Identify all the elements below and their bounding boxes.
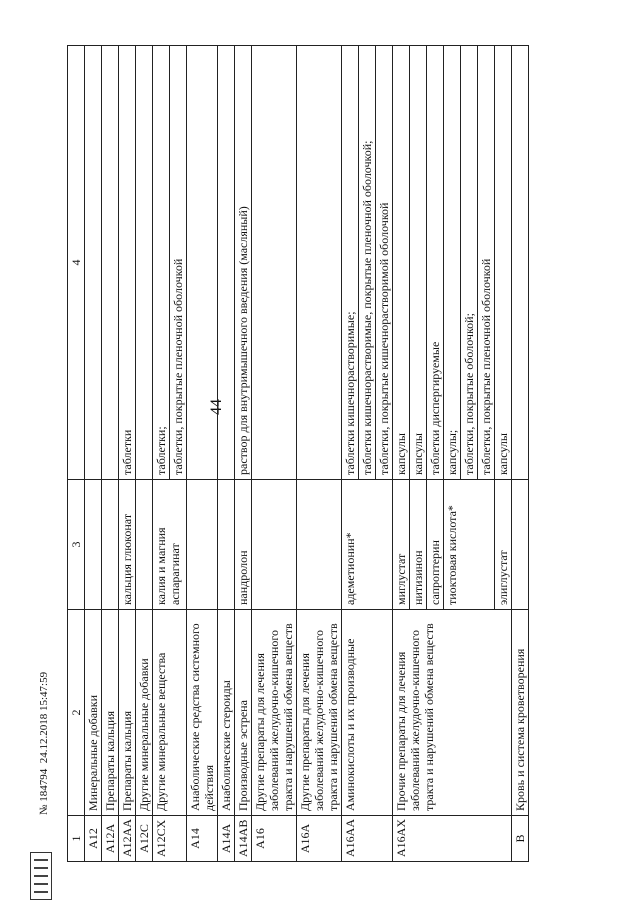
table-row [252, 46, 297, 862]
group-name-cell: Анаболические стероиды [218, 610, 235, 816]
drug-name-cell [512, 480, 529, 610]
registry-stamp [30, 852, 52, 900]
table-row [136, 46, 153, 862]
dosage-form-cell: капсулы; [444, 46, 461, 480]
doc-number: № 184794 [38, 768, 50, 815]
group-name-cell: Кровь и система кроветворения [512, 610, 529, 816]
group-name-cell: Минеральные добавки [85, 610, 102, 816]
table-row [85, 46, 102, 862]
dosage-form-cell [252, 46, 297, 480]
dosage-form-cell [297, 46, 342, 480]
dosage-form-cell: таблетки кишечнорастворимые, покрытые пленочной оболочкой; [359, 46, 376, 480]
dosage-form-cell [136, 46, 153, 480]
atc-code-cell: B [512, 816, 529, 862]
drug-name-cell: элиглустат [495, 480, 512, 610]
dosage-form-cell [218, 46, 235, 480]
page-number: 44 [208, 399, 225, 415]
dosage-form-cell: таблетки, покрытые кишечнорастворимой оболочкой [376, 46, 393, 480]
atc-code-cell: A16A [297, 816, 342, 862]
dosage-form-cell: капсулы [393, 46, 410, 480]
table-row [153, 46, 170, 862]
header-row [68, 46, 85, 862]
dosage-form-cell: таблетки [119, 46, 136, 480]
group-name-cell: Другие минеральные добавки [136, 610, 153, 816]
drug-name-cell [187, 480, 218, 610]
dosage-form-cell: капсулы [495, 46, 512, 480]
dosage-form-cell [102, 46, 119, 480]
group-name-cell: Другие препараты для лечения заболеваний желудочно-кишечного тракта и нарушений обмена веществ [252, 610, 297, 816]
dosage-form-cell: таблетки; [153, 46, 170, 480]
group-name-cell: Производные эстрена [235, 610, 252, 816]
atc-code-cell: A14A [218, 816, 235, 862]
drug-name-cell: сапроптерин [427, 480, 444, 610]
drug-name-cell [85, 480, 102, 610]
dosage-form-cell [85, 46, 102, 480]
table-row [342, 46, 359, 862]
dosage-form-cell: таблетки, покрытые оболочкой; [461, 46, 478, 480]
dosage-form-cell [187, 46, 218, 480]
dosage-form-cell: капсулы [410, 46, 427, 480]
medications-table [67, 45, 529, 862]
drug-name-cell: нандролон [235, 480, 252, 610]
atc-code-cell: A12CX [153, 816, 187, 862]
group-name-cell: Препараты кальция [102, 610, 119, 816]
group-name-cell: Аминокислоты и их производные [342, 610, 393, 816]
drug-name-cell: миглустат [393, 480, 410, 610]
table-row [102, 46, 119, 862]
drug-name-cell: нитизинон [410, 480, 427, 610]
drug-name-cell [218, 480, 235, 610]
rotated-table-container [67, 46, 560, 862]
atc-code-cell: A14AB [235, 816, 252, 862]
group-name-cell: Другие минеральные вещества [153, 610, 187, 816]
table-row [119, 46, 136, 862]
drug-name-cell: адеметионин* [342, 480, 393, 610]
dosage-form-cell [512, 46, 529, 480]
group-name-cell: Анаболические средства системного действия [187, 610, 218, 816]
atc-code-cell: A12 [85, 816, 102, 862]
table-row [218, 46, 235, 862]
table-row [297, 46, 342, 862]
footer-line [38, 615, 50, 815]
group-name-cell: Препараты кальция [119, 610, 136, 816]
atc-code-cell: A12AA [119, 816, 136, 862]
dosage-form-cell: раствор для внутримышечного введения (масляный) [235, 46, 252, 480]
dosage-form-cell: таблетки, покрытые пленочной оболочкой [170, 46, 187, 480]
dosage-form-cell: таблетки, покрытые пленочной оболочкой [478, 46, 495, 480]
atc-code-cell: A12A [102, 816, 119, 862]
drug-name-cell [297, 480, 342, 610]
doc-date: 24.12.2018 15:47:59 [38, 671, 50, 764]
drug-name-cell [136, 480, 153, 610]
dosage-form-cell: таблетки кишечнорастворимые; [342, 46, 359, 480]
drug-name-cell [102, 480, 119, 610]
header-cell: 2 [68, 610, 85, 816]
group-name-cell: Другие препараты для лечения заболеваний желудочно-кишечного тракта и нарушений обмена веществ [297, 610, 342, 816]
drug-name-cell: кальция глюконат [119, 480, 136, 610]
table-body [68, 46, 529, 862]
table-row [393, 46, 410, 862]
atc-code-cell: A16AA [342, 816, 393, 862]
atc-code-cell: A16 [252, 816, 297, 862]
drug-name-cell: калия и магния аспарагинат [153, 480, 187, 610]
atc-code-cell: A16AX [393, 816, 512, 862]
atc-code-cell: A12C [136, 816, 153, 862]
table-row [187, 46, 218, 862]
drug-name-cell [252, 480, 297, 610]
atc-code-cell: A14 [187, 816, 218, 862]
header-cell: 3 [68, 480, 85, 610]
drug-name-cell: тиоктовая кислота* [444, 480, 495, 610]
header-cell: 1 [68, 816, 85, 862]
group-name-cell: Прочие препараты для лечения заболеваний желудочно-кишечного тракта и нарушений обмена веществ [393, 610, 512, 816]
dosage-form-cell: таблетки диспергируемые [427, 46, 444, 480]
header-cell: 4 [68, 46, 85, 480]
table-row [512, 46, 529, 862]
table-row [235, 46, 252, 862]
